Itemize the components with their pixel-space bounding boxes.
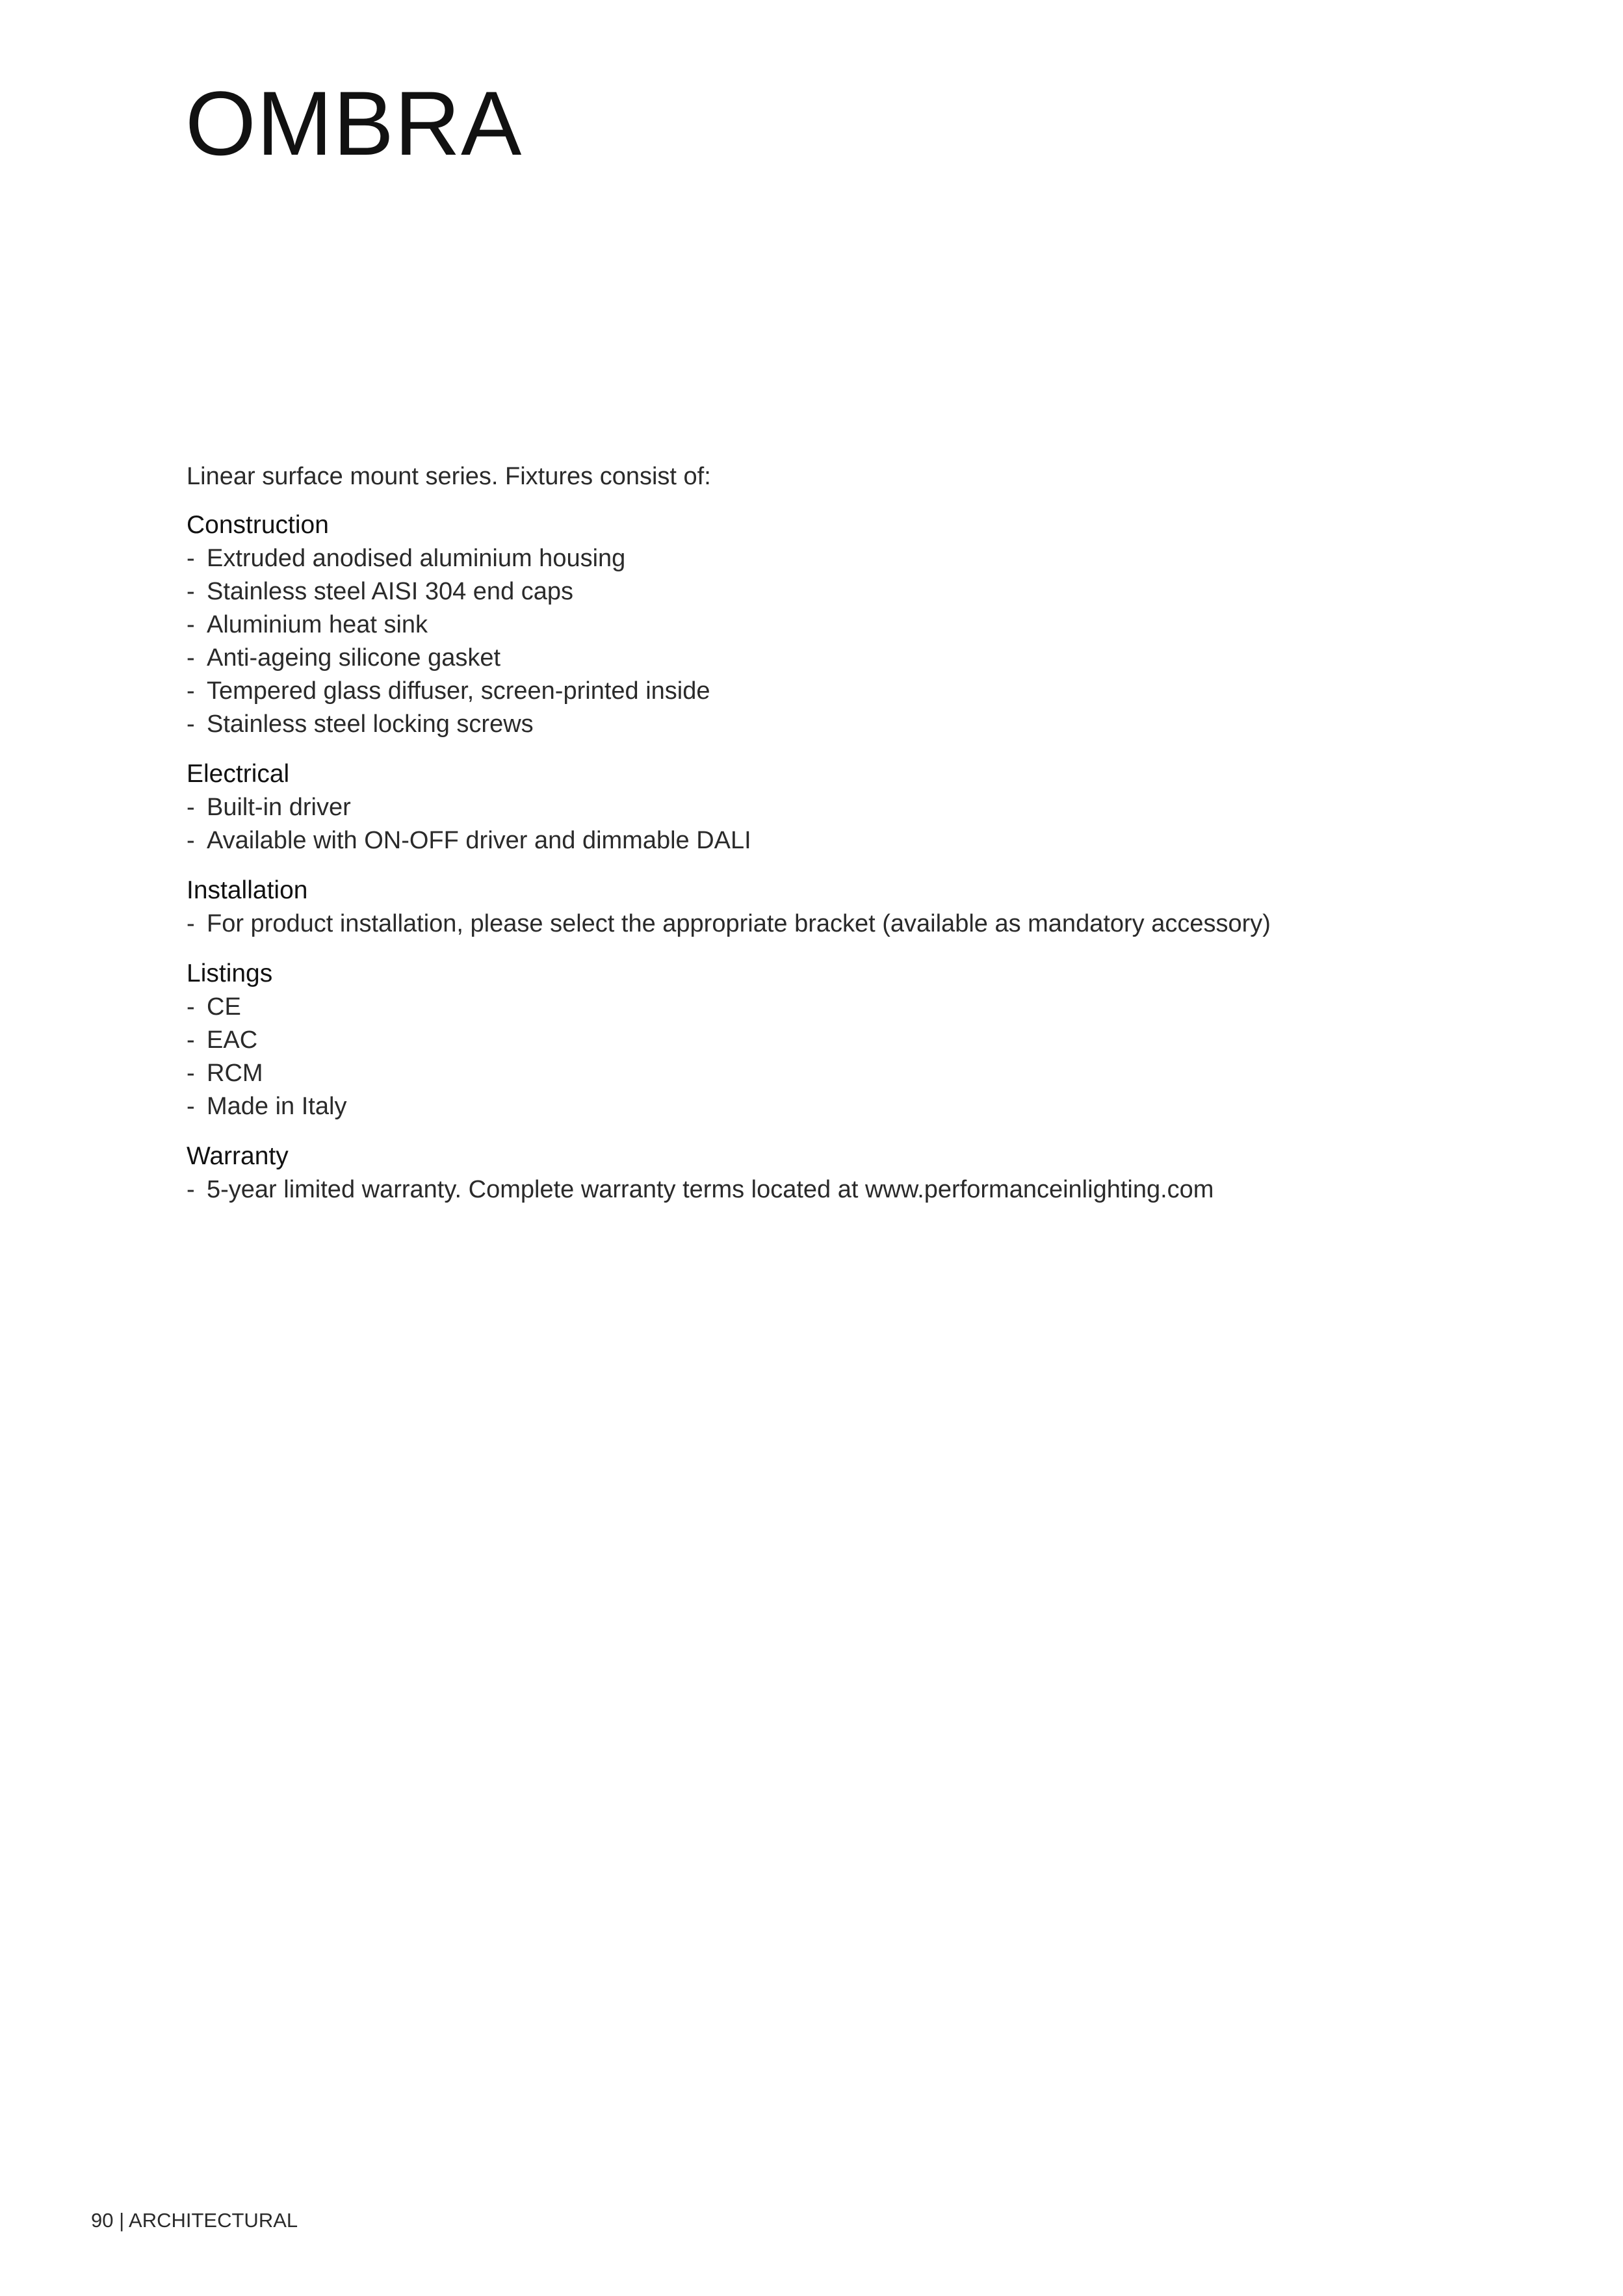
list-item: - Extruded anodised aluminium housing [187, 542, 1487, 575]
list-item: - Aluminium heat sink [187, 608, 1487, 642]
list-item: - CE [187, 991, 1487, 1024]
list-item: - RCM [187, 1057, 1487, 1090]
list-item: - Stainless steel locking screws [187, 708, 1487, 741]
list-item: - Built-in driver [187, 791, 1487, 824]
list-item: - Made in Italy [187, 1090, 1487, 1123]
spec-content [187, 460, 1487, 1222]
section-heading: Construction [187, 511, 329, 539]
section-list [187, 991, 1487, 1123]
intro-text: Linear surface mount series. Fixtures consist of: [187, 463, 711, 490]
section-listings [187, 956, 1487, 1123]
section-warranty [187, 1139, 1487, 1207]
page-title: OMBRA [185, 72, 523, 174]
section-list [187, 1173, 1487, 1207]
section-electrical [187, 757, 1487, 857]
section-heading: Installation [187, 876, 308, 904]
list-item: - 5-year limited warranty. Complete warranty terms located at www.performanceinlighting.com [187, 1173, 1487, 1207]
section-installation [187, 873, 1487, 941]
section-heading: Warranty [187, 1142, 289, 1170]
list-item: - Stainless steel AISI 304 end caps [187, 575, 1487, 608]
page-footer: 90 | ARCHITECTURAL [91, 2209, 298, 2232]
list-item: - Anti-ageing silicone gasket [187, 642, 1487, 675]
section-list [187, 907, 1487, 941]
section-heading: Listings [187, 959, 273, 987]
section-construction [187, 508, 1487, 741]
list-item: - EAC [187, 1024, 1487, 1057]
section-list [187, 791, 1487, 857]
list-item: - For product installation, please select the appropriate bracket (available as mandatory accessory) [187, 907, 1487, 941]
list-item: - Tempered glass diffuser, screen-printed inside [187, 675, 1487, 708]
section-list [187, 542, 1487, 741]
list-item: - Available with ON-OFF driver and dimmable DALI [187, 824, 1487, 857]
section-heading: Electrical [187, 760, 290, 788]
